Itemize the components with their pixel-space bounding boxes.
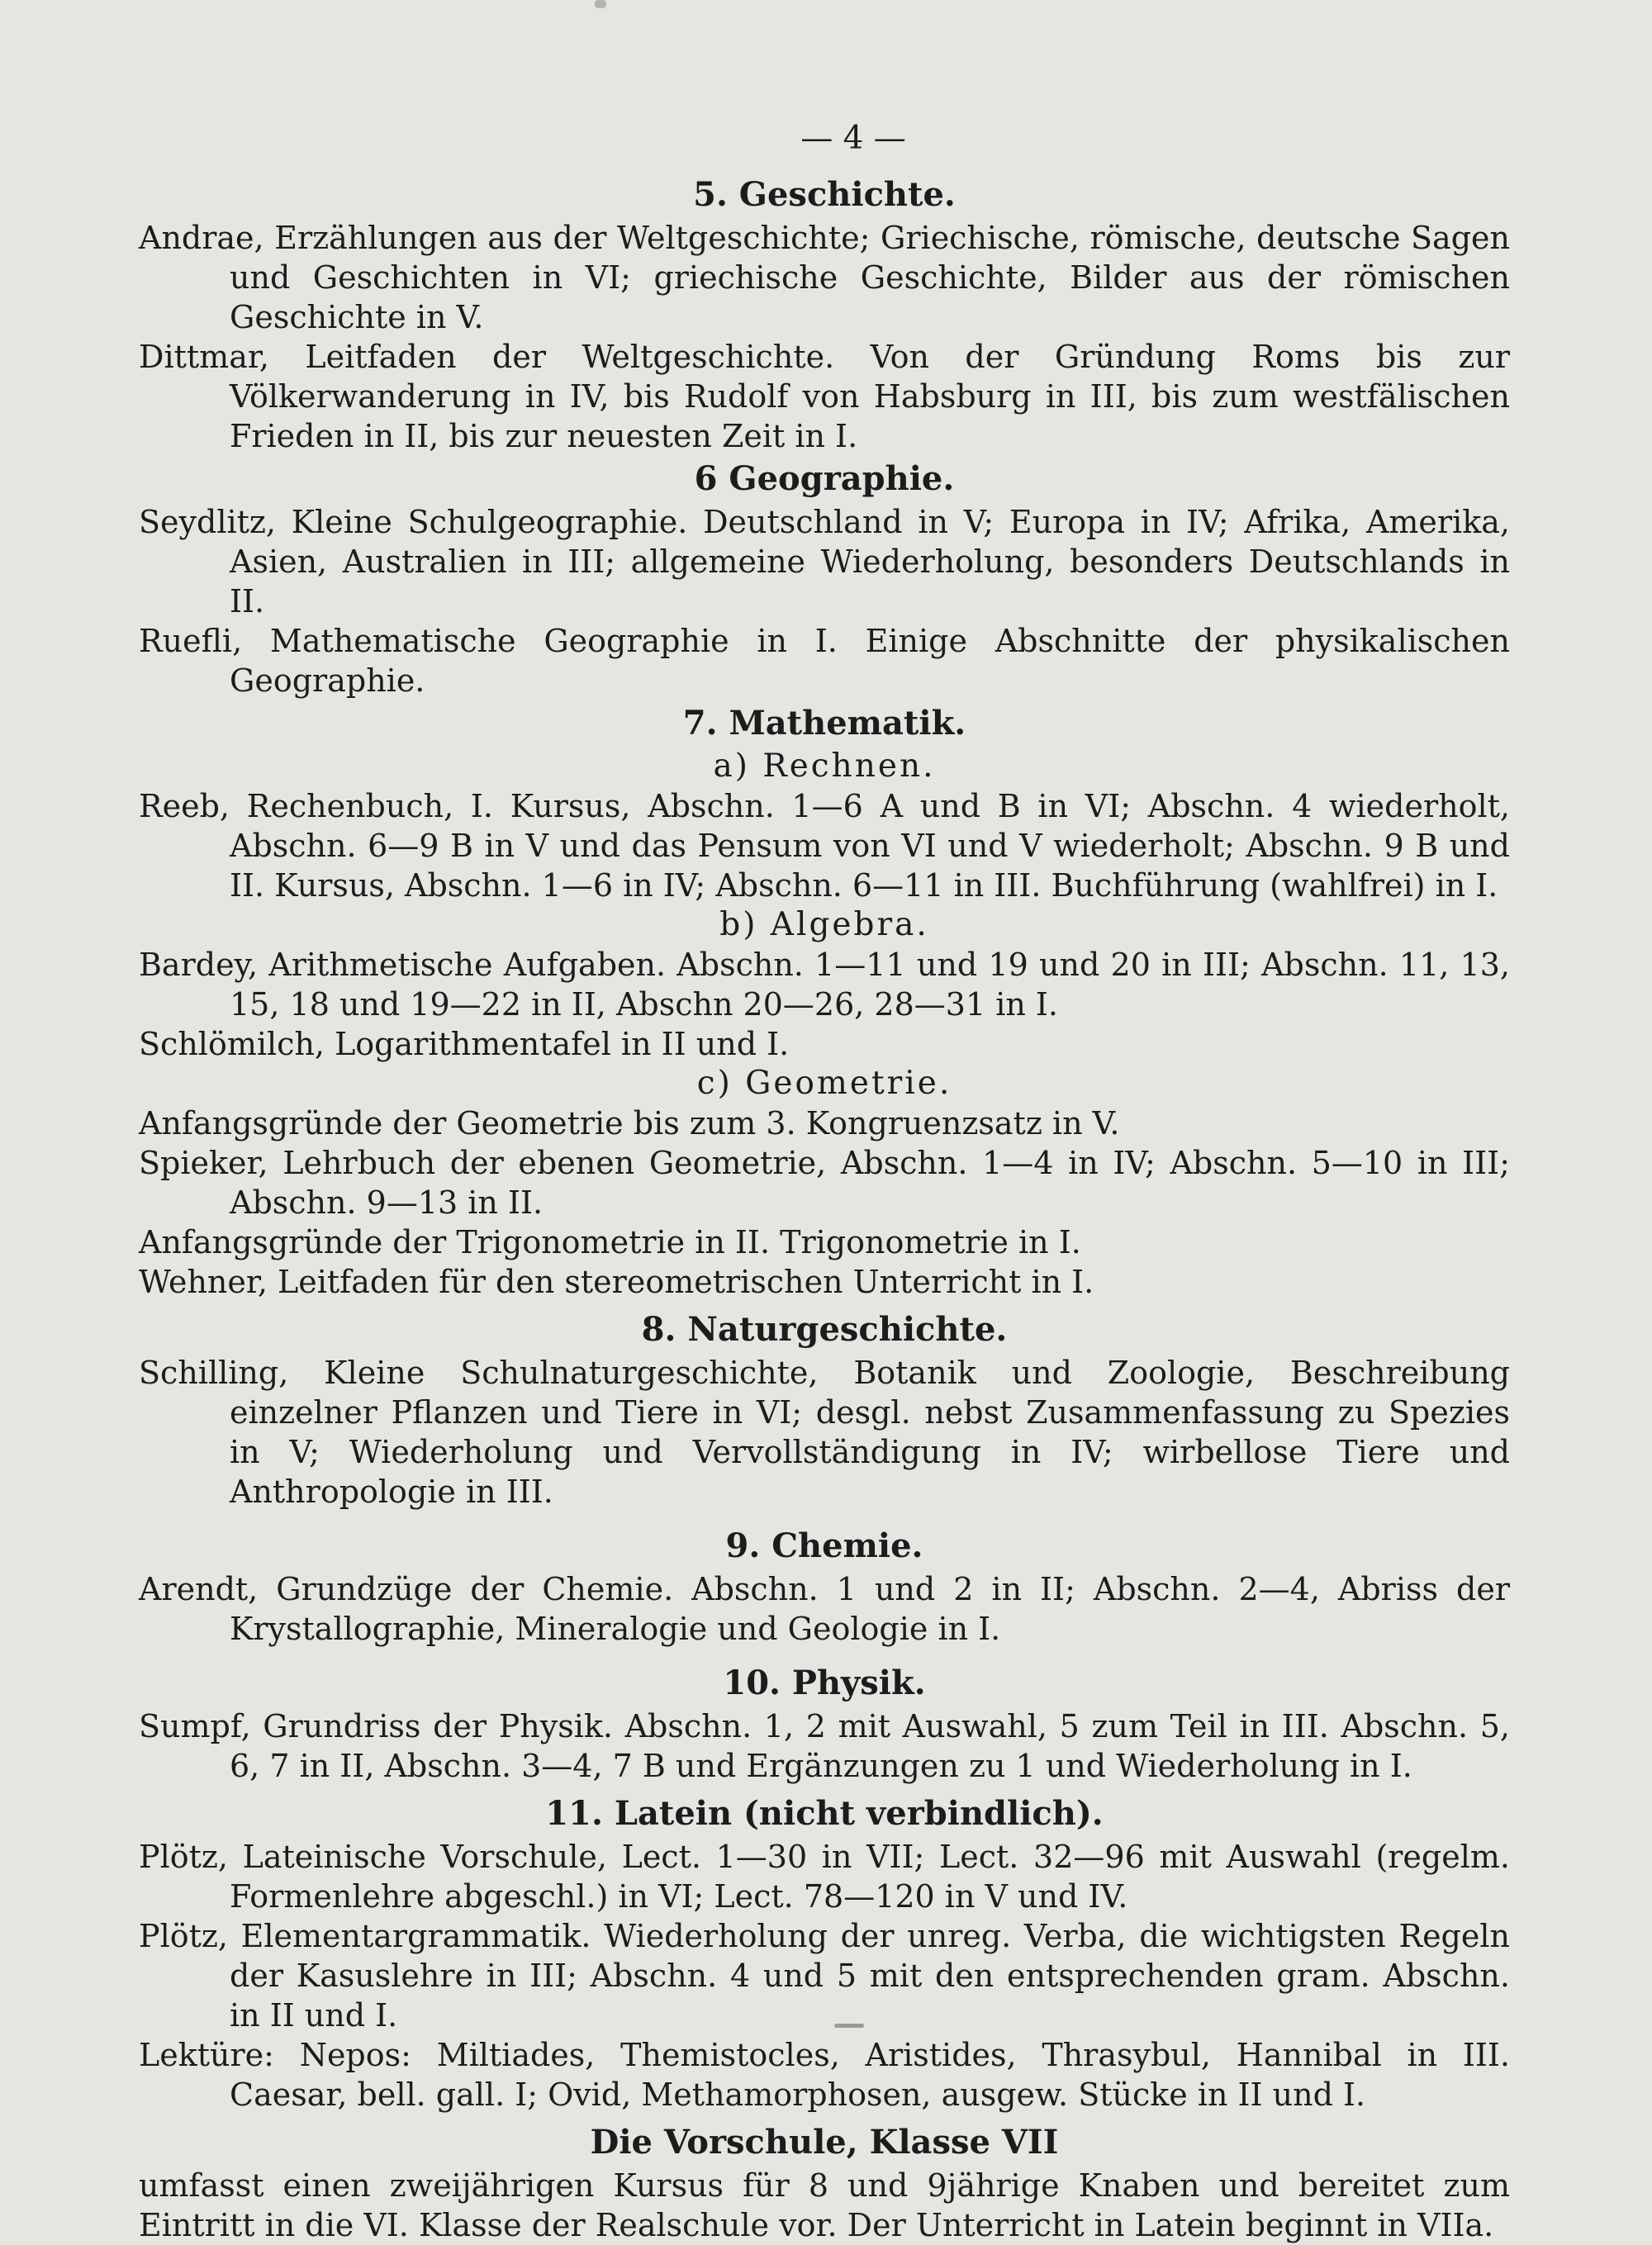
entry: Andrae, Erzählungen aus der Weltgeschichte; Griechische, römische, deutsche Sagen und Geschichten in VI; griechische Geschichte, Bilder aus der römischen Geschichte in V. [139,220,1510,335]
page-content [139,106,1510,2245]
section-title-physik: 10. Physik. [723,1664,926,1702]
entry: Schilling, Kleine Schulnaturgeschichte, Botanik und Zoologie, Beschreibung einzelner Pflanzen und Tiere in VI; desgl. nebst Zusammenfassung zu Spezies in V; Wiederholung und Vervollständigung in IV; wirbellose Tiere und Anthropologie in III. [139,1355,1510,1510]
entry: Schlömilch, Logarithmentafel in II und I. [139,1026,790,1062]
section-title-chemie: 9. Chemie. [725,1526,923,1565]
entry: Plötz, Lateinische Vorschule, Lect. 1—30 in VII; Lect. 32—96 mit Auswahl (regelm. Formenlehre abgeschl.) in VI; Lect. 78—120 in V und IV. [139,1839,1510,1915]
scan-mark [834,2024,864,2028]
entry: Wehner, Leitfaden für den stereometrischen Unterricht in I. [139,1264,1094,1300]
subsection-title-rechnen: a) Rechnen. [713,748,936,785]
subsection-title-algebra: b) Algebra. [719,906,929,943]
section-title-naturgeschichte: 8. Naturgeschichte. [641,1310,1008,1349]
paragraph: umfasst einen zweijährigen Kursus für 8 und 9jährige Knaben und bereitet zum Eintritt in die VI. Klasse der Realschule vor. Der Unterricht in Latein beginnt in VIIa. [139,2167,1510,2243]
entry: Spieker, Lehrbuch der ebenen Geometrie, Abschn. 1—4 in IV; Abschn. 5—10 in III; Abschn. 9—13 in II. [139,1145,1510,1221]
entry: Sumpf, Grundriss der Physik. Abschn. 1, 2 mit Auswahl, 5 zum Teil in III. Abschn. 5, 6, 7 in II, Abschn. 3—4, 7 B und Ergänzungen zu 1 und Wiederholung in I. [139,1708,1510,1784]
entry: Anfangsgründe der Trigonometrie in II. Trigonometrie in I. [139,1224,1081,1260]
section-title-latein: 11. Latein (nicht verbindlich). [545,1794,1104,1833]
section-title-mathematik: 7. Mathematik. [682,704,966,743]
page-number: — 4 — [800,120,906,157]
section-title-geschichte: 5. Geschichte. [693,175,956,214]
entry: Bardey, Arithmetische Aufgaben. Abschn. 1—11 und 19 und 20 in III; Abschn. 11, 13, 15, 18 und 19—22 in II, Abschn 20—26, 28—31 in I. [139,947,1510,1023]
entry: Seydlitz, Kleine Schulgeographie. Deutschland in V; Europa in IV; Afrika, Amerika, Asien, Australien in III; allgemeine Wiederholung, besonders Deutschlands in II. [139,504,1510,619]
entry: Dittmar, Leitfaden der Weltgeschichte. Von der Gründung Roms bis zur Völkerwanderung in IV, bis Rudolf von Habsburg in III, bis zum westfälischen Frieden in II, bis zur neuesten Zeit in I. [139,339,1510,454]
scan-mark [595,0,606,8]
entry: Plötz, Elementargrammatik. Wiederholung der unreg. Verba, die wichtigsten Regeln der Kasuslehre in III; Abschn. 4 und 5 mit den entsprechenden gram. Abschn. in II und I. [139,1918,1510,2034]
entry: Anfangsgründe der Geometrie bis zum 3. Kongruenzsatz in V. [139,1105,1120,1141]
entry: Lektüre: Nepos: Miltiades, Themistocles, Aristides, Thrasybul, Hannibal in III. Caesar, bell. gall. I; Ovid, Methamorphosen, ausgew. Stücke in II und I. [139,2037,1510,2113]
subsection-title-geometrie: c) Geometrie. [696,1065,952,1102]
entry: Ruefli, Mathematische Geographie in I. Einige Abschnitte der physikalischen Geographie. [139,623,1510,699]
section-title-vorschule: Die Vorschule, Klasse VII [590,2123,1059,2162]
entry: Reeb, Rechenbuch, I. Kursus, Abschn. 1—6 A und B in VI; Abschn. 4 wiederholt, Abschn. 6—9 B in V und das Pensum von VI und V wiederholt; Abschn. 9 B und II. Kursus, Abschn. 1—6 in IV; Abschn. 6—11 in III. Buchführung (wahlfrei) in I. [139,788,1510,904]
section-title-geographie: 6 Geographie. [694,459,955,498]
entry: Arendt, Grundzüge der Chemie. Abschn. 1 und 2 in II; Abschn. 2—4, Abriss der Krystallographie, Mineralogie und Geologie in I. [139,1571,1510,1647]
